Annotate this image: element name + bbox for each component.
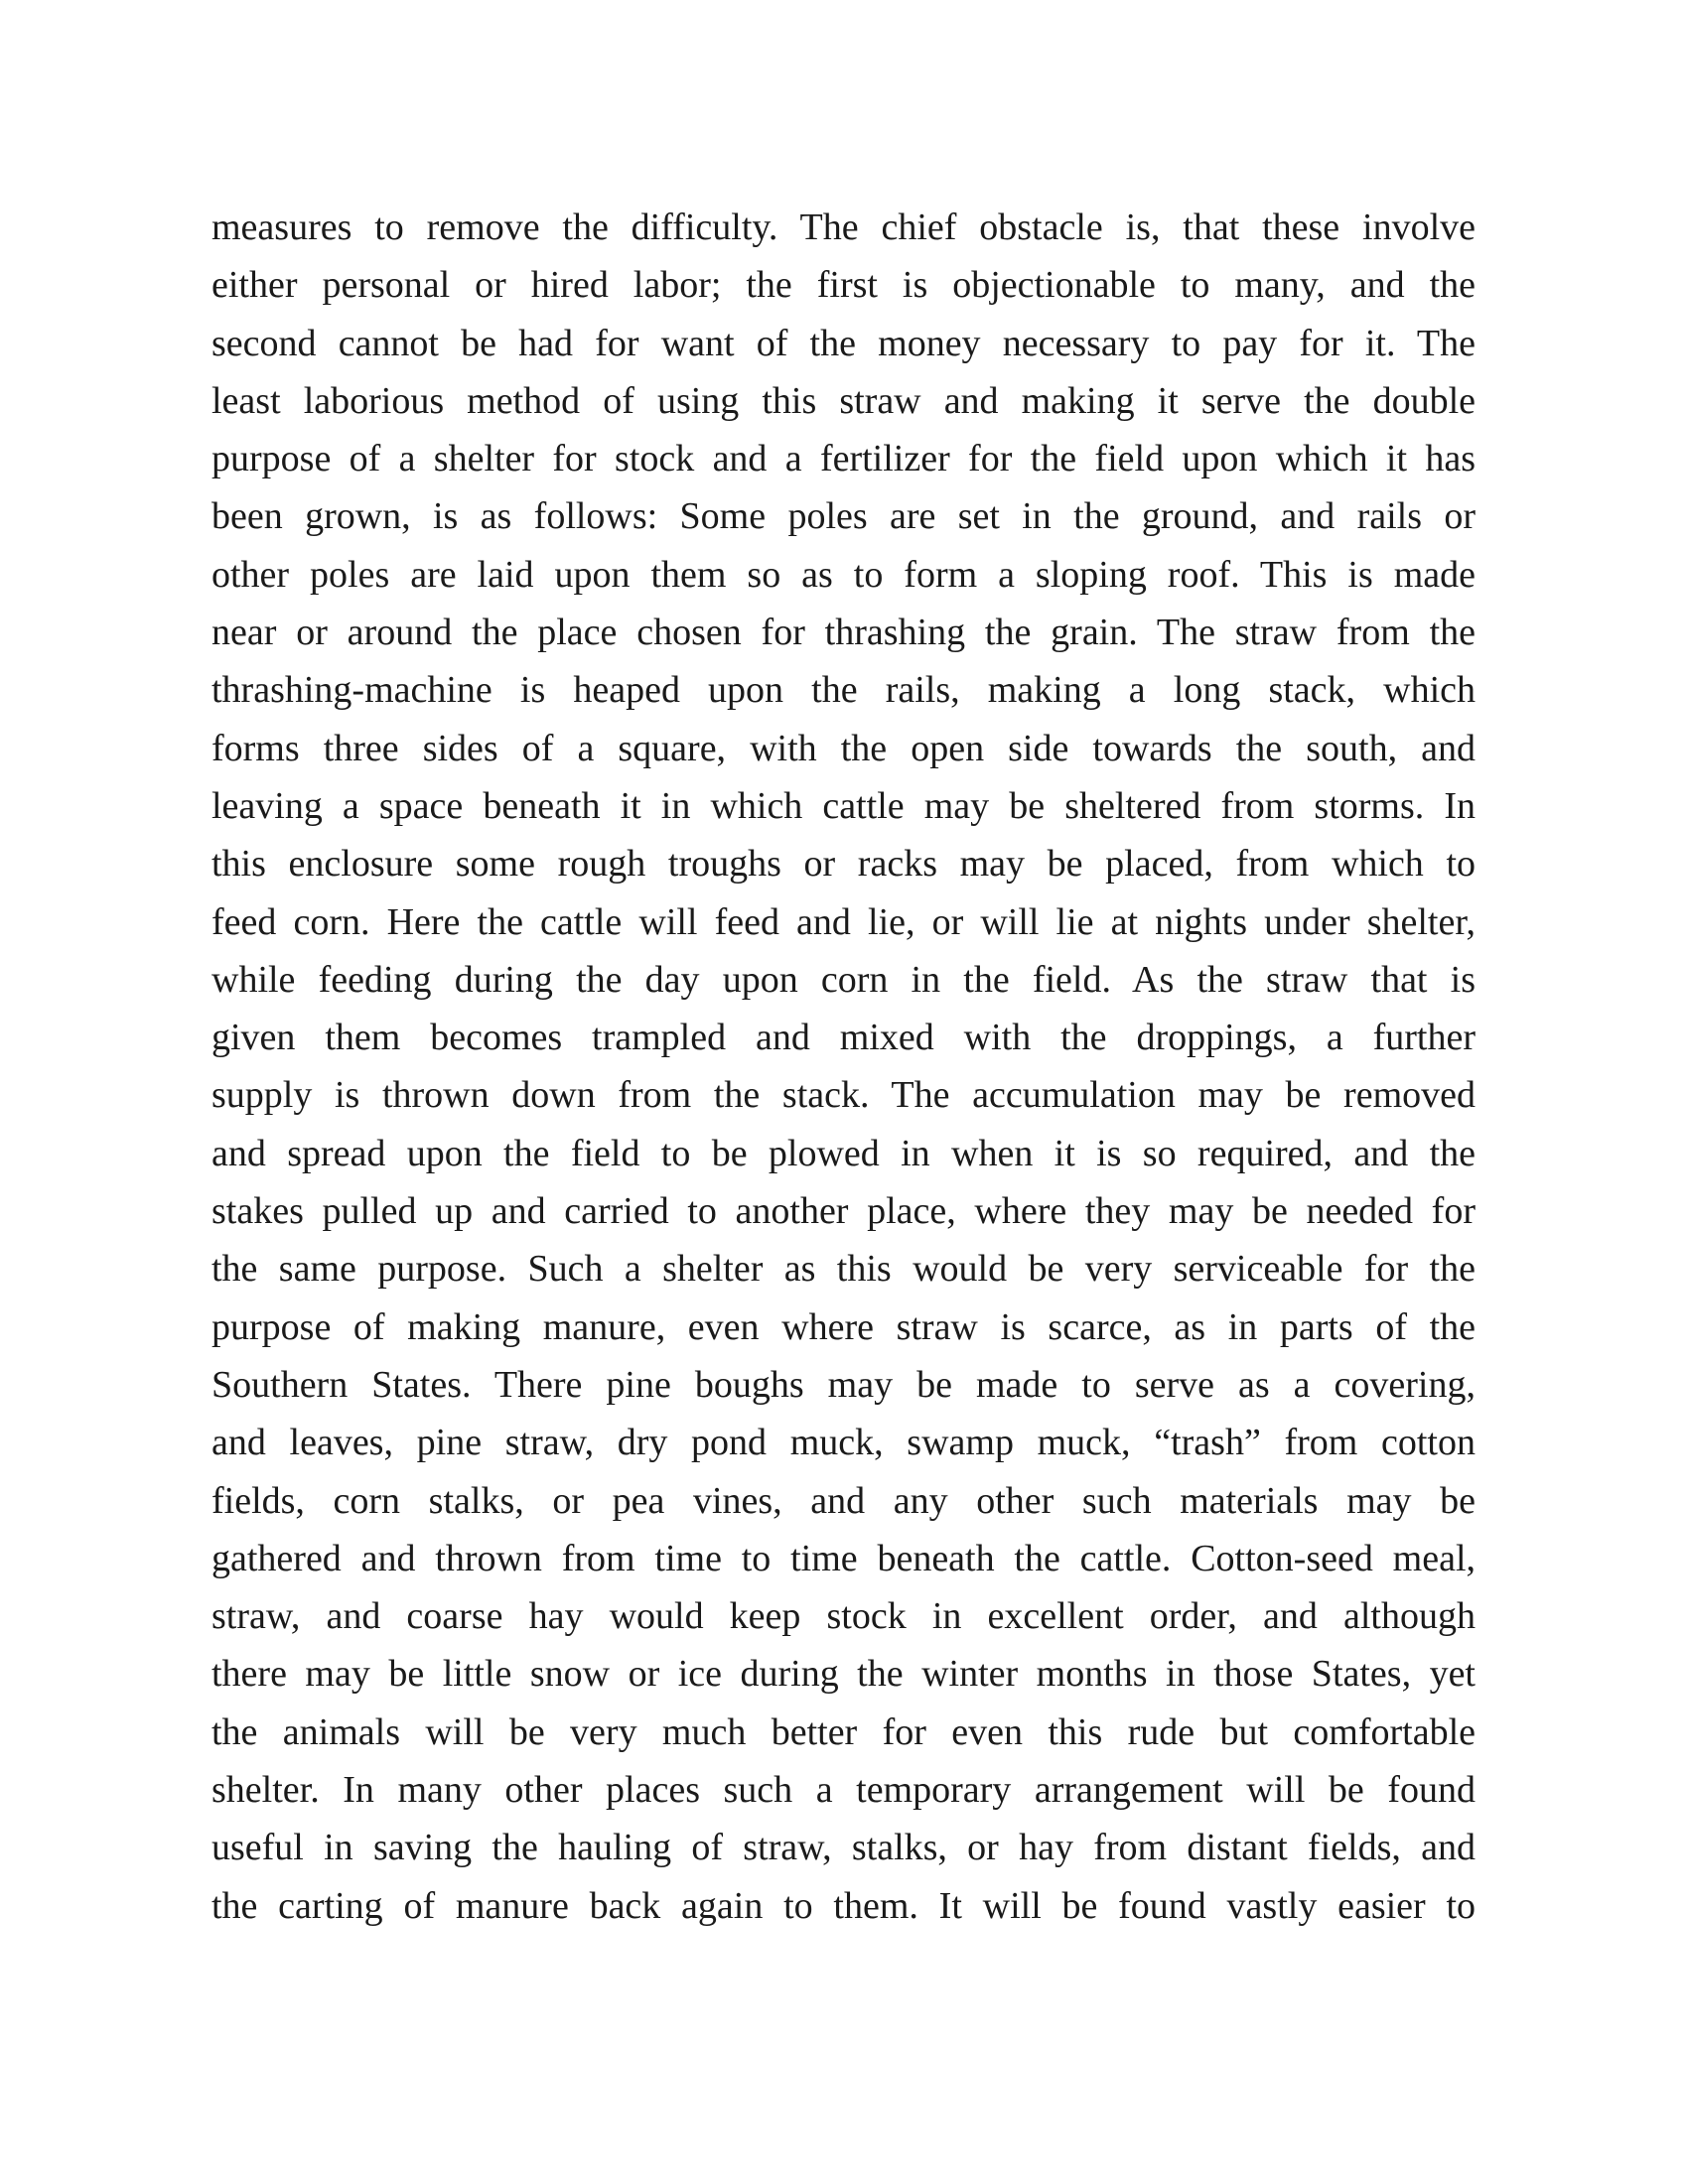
text-line: been grown, is as follows: Some poles are set in the ground, and rails or [211,495,1476,538]
text-line: the carting of manure back again to them. It will be found vastly easier to [211,1884,1476,1927]
text-line: leaving a space beneath it in which cattle may be sheltered from storms. In [211,784,1476,827]
text-line: purpose of a shelter for stock and a fertilizer for the field upon which it has [211,438,1476,480]
text-line: this enclosure some rough troughs or racks may be placed, from which to [211,843,1476,886]
text-line: near or around the place chosen for thrashing the grain. The straw from the [211,612,1476,654]
text-line: useful in saving the hauling of straw, stalks, or hay from distant fields, and [211,1827,1476,1869]
text-line: and spread upon the field to be plowed in when it is so required, and the [211,1132,1476,1174]
text-line: least laborious method of using this straw and making it serve the double [211,379,1476,422]
text-line: while feeding during the day upon corn in the field. As the straw that is [211,958,1476,1001]
text-line: second cannot be had for want of the money necessary to pay for it. The [211,322,1476,364]
text-line: given them becomes trampled and mixed with the droppings, a further [211,1017,1476,1059]
text-line: there may be little snow or ice during the winter months in those States, yet [211,1653,1476,1696]
body-paragraph [211,204,1476,1940]
text-line: measures to remove the difficulty. The chief obstacle is, that these involve [211,206,1476,248]
text-line: supply is thrown down from the stack. The accumulation may be removed [211,1074,1476,1117]
text-line: either personal or hired labor; the first is objectionable to many, and the [211,264,1476,307]
text-line: purpose of making manure, even where straw is scarce, as in parts of the [211,1305,1476,1348]
text-line: fields, corn stalks, or pea vines, and any other such materials may be [211,1479,1476,1522]
text-line: the same purpose. Such a shelter as this would be very serviceable for the [211,1248,1476,1291]
text-line: and leaves, pine straw, dry pond muck, swamp muck, “trash” from cotton [211,1422,1476,1464]
text-line: other poles are laid upon them so as to form a sloping roof. This is made [211,553,1476,596]
text-line: stakes pulled up and carried to another place, where they may be needed for [211,1190,1476,1233]
text-line: feed corn. Here the cattle will feed and lie, or will lie at nights under shelter, [211,900,1476,943]
text-line: thrashing-machine is heaped upon the rails, making a long stack, which [211,669,1476,712]
text-line: straw, and coarse hay would keep stock in excellent order, and although [211,1595,1476,1638]
text-line: forms three sides of a square, with the open side towards the south, and [211,727,1476,769]
text-line: Southern States. There pine boughs may be made to serve as a covering, [211,1363,1476,1406]
text-line: gathered and thrown from time to time beneath the cattle. Cotton-seed meal, [211,1537,1476,1579]
text-line: shelter. In many other places such a temporary arrangement will be found [211,1769,1476,1812]
text-line: the animals will be very much better for even this rude but comfortable [211,1710,1476,1753]
